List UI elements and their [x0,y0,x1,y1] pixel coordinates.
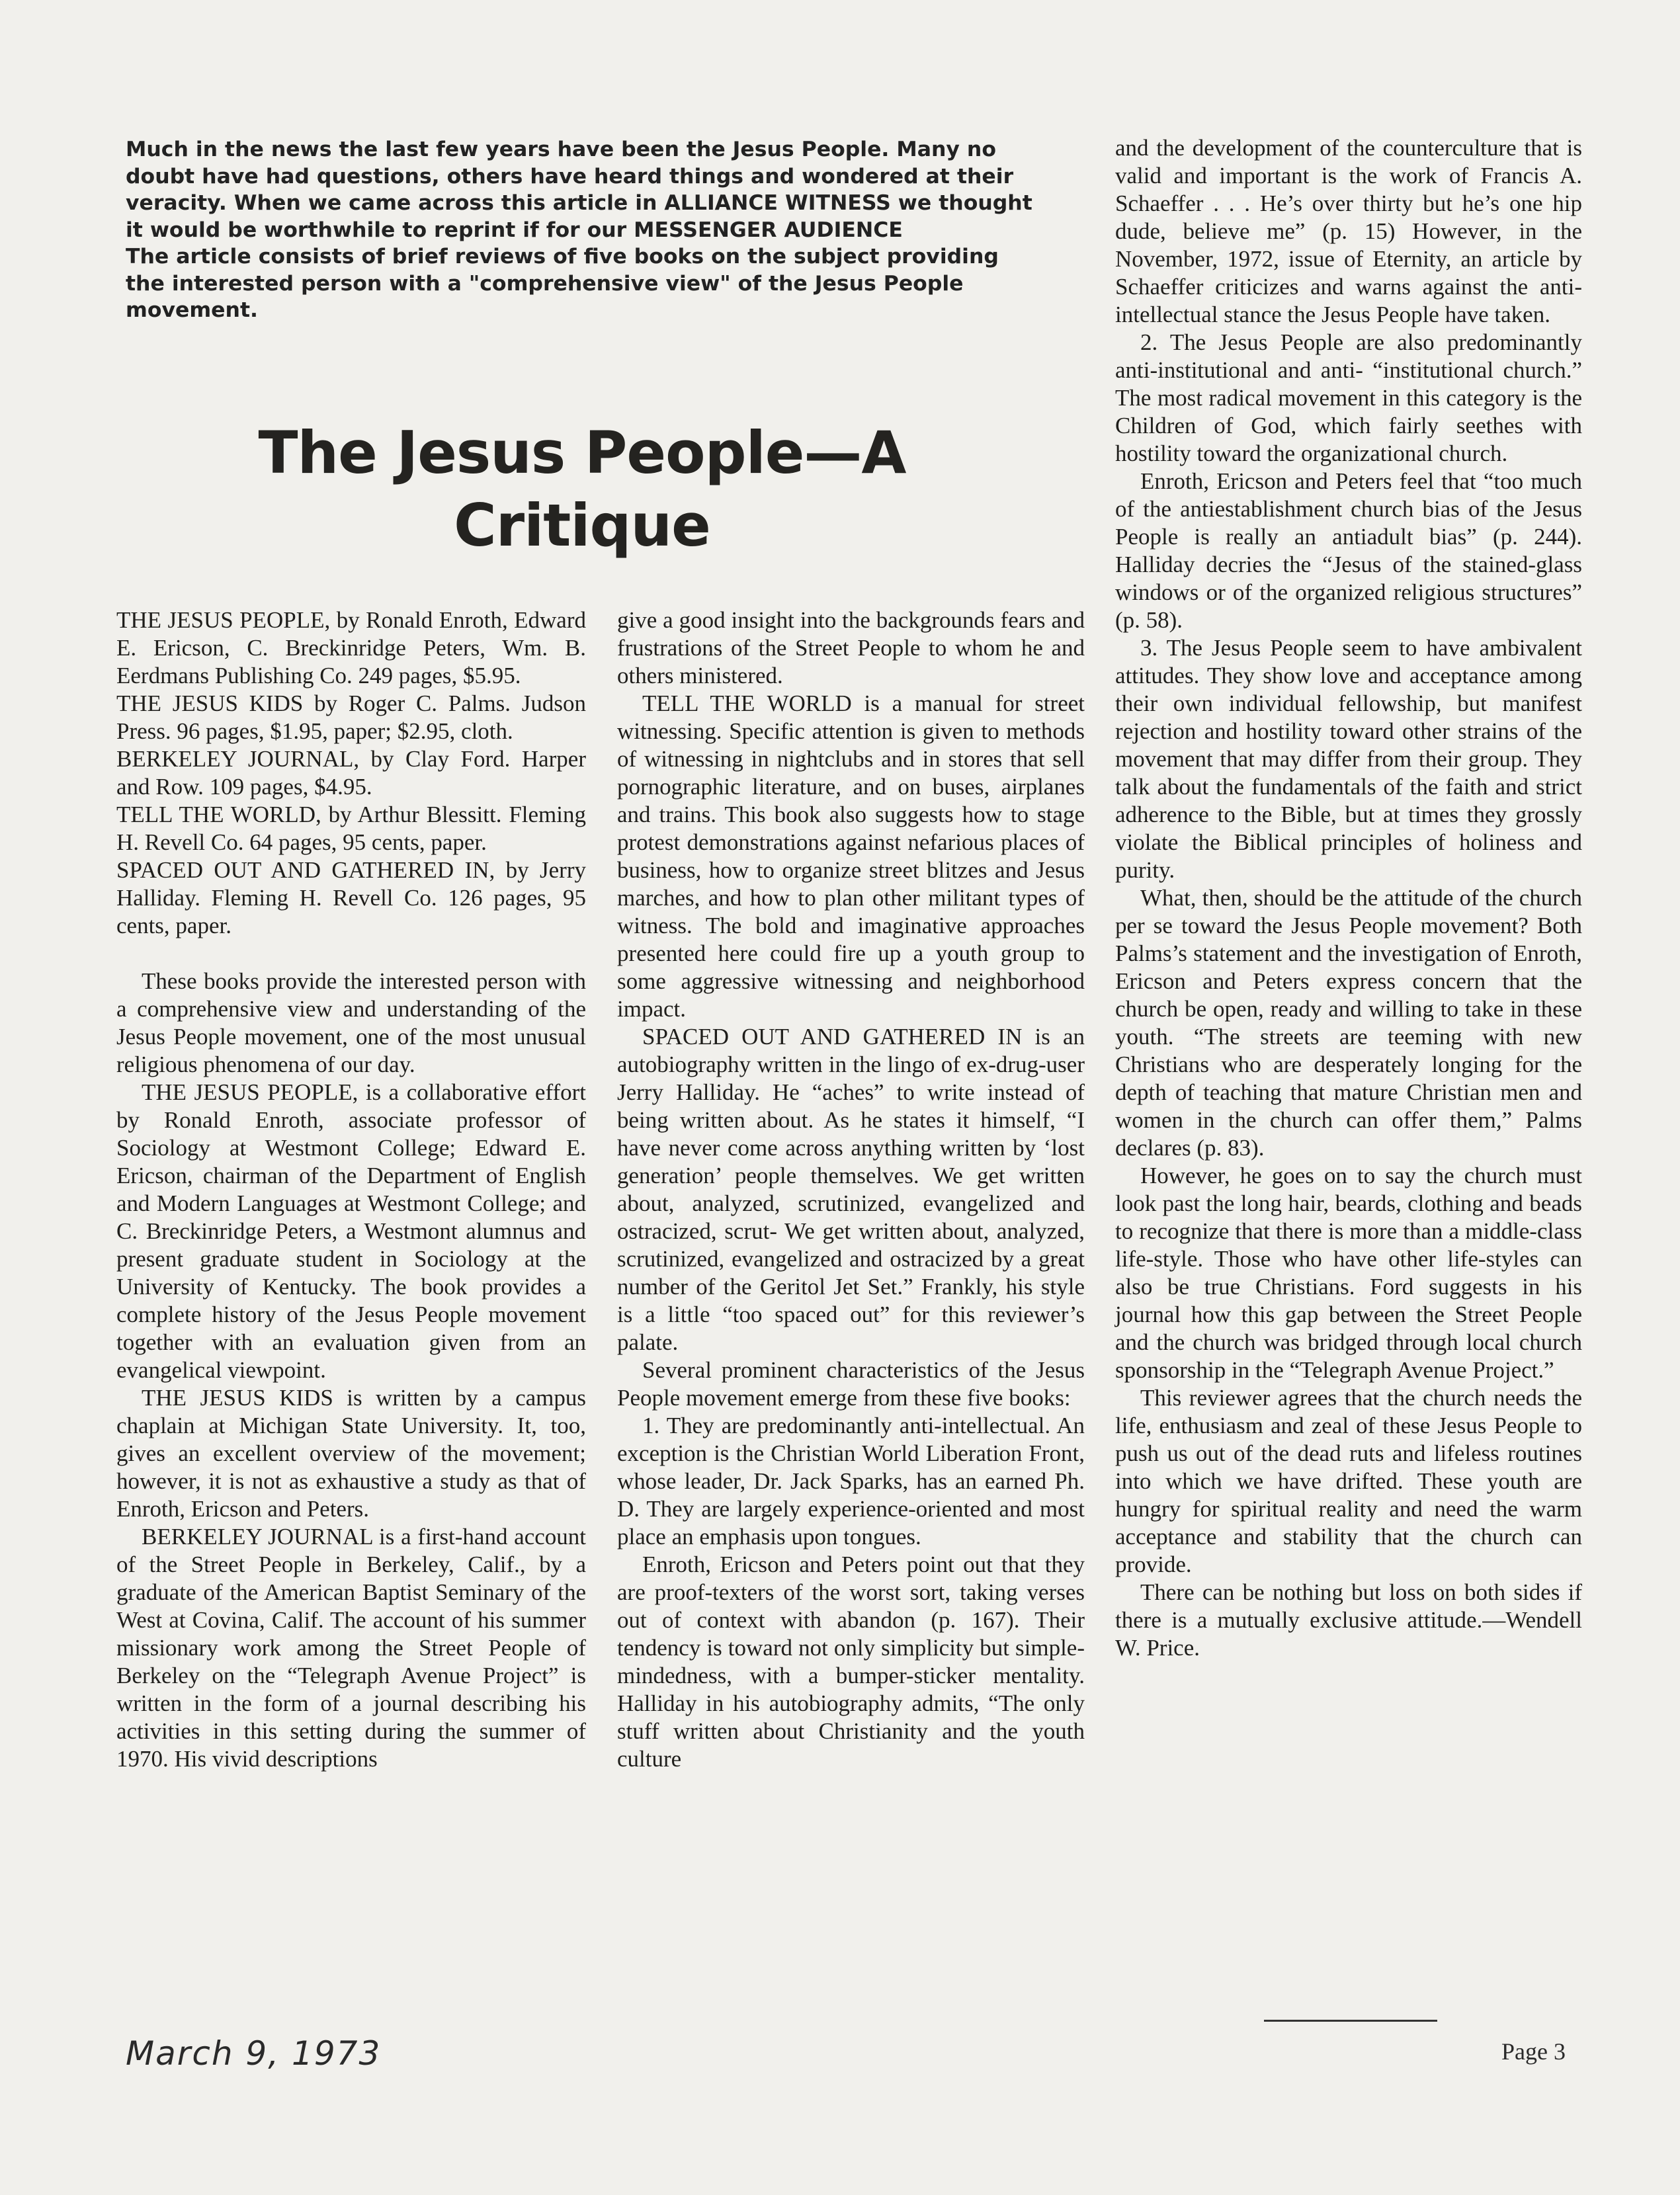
article-column-1 [116,606,586,1773]
characteristic-paragraph: 1. They are predominantly anti-intellectual. An exception is the Christian World Liberation Front, whose leader, Dr. Jack Sparks, has an earned Ph. D. They are largely experience-oriented and most place an emphasis upon tongues. [617,1413,1085,1550]
body-paragraph: Enroth, Ericson and Peters point out that they are proof-texters of the worst sort, taking verses out of context with abandon (p. 167). Their tendency is toward not only simplicity but simple-mindedness, with a bumper-sticker mentality. Halliday in his autobiography admits, “The only stuff written about Christianity and the youth culture [617,1552,1085,1772]
characteristic-paragraph: 3. The Jesus People seem to have ambivalent attitudes. They show love and acceptance among their own individual fellowship, but manifest rejection and hostility toward other strains of the movement that may differ from their group. They talk about the fundamentals of the faith and strict adherence to the Bible, but at times they grossly violate the Biblical principles of holiness and purity. [1115,635,1582,883]
end-divider [1264,2020,1437,2022]
issue-date: March 9, 1973 [126,2034,382,2073]
editor-introduction [126,136,1038,324]
body-paragraph: However, he goes on to say the church must look past the long hair, beards, clothing and beads to recognize that there is more than a middle-class life-style. Those who have other life-styles can also be true Christians. Ford suggests in his journal how this gap between the Street People and the church was bridged through local church sponsorship in the “Telegraph Avenue Project.” [1115,1163,1582,1383]
article-column-2 [617,606,1085,1773]
body-paragraph: These books provide the interested person with a comprehensive view and understanding of the Jesus People movement, one of the most unusual religious phenomena of our day. [116,968,586,1077]
body-paragraph: THE JESUS KIDS is written by a campus chaplain at Michigan State University. It, too, gives an excellent overview of the movement; however, it is not as exhaustive a study as that of Enroth, Ericson and Peters. [116,1385,586,1522]
intro-paragraph: The article consists of brief reviews of five books on the subject providing the interested person with a "comprehensive view" of the Jesus People movement. [126,245,999,322]
body-paragraph: THE JESUS PEOPLE, is a collaborative effort by Ronald Enroth, associate professor of Sociology at Westmont College; Edward E. Ericson, chairman of the Department of English and Modern Languages at Westmont College; and C. Breckinridge Peters, a Westmont alumnus and present graduate student in Sociology at the University of Kentucky. The book provides a complete history of the Jesus People movement together with an evaluation given from an evangelical viewpoint. [116,1079,586,1383]
intro-paragraph: Much in the news the last few years have been the Jesus People. Many no doubt have had questions, others have heard things and wondered at their veracity. When we came across this article in ALLIANCE WITNESS we thought it would be worthwhile to reprint if for our MESSENGER AUDIENCE [126,138,1032,242]
book-listing: THE JESUS PEOPLE, by Ronald Enroth, Edward E. Ericson, C. Breckinridge Peters, Wm. B. Eerdmans Publishing Co. 249 pages, $5.95. [116,607,586,688]
article-column-3 [1115,134,1582,1662]
body-paragraph: Several prominent characteristics of the Jesus People movement emerge from these five books: [617,1357,1085,1411]
book-listing: THE JESUS KIDS by Roger C. Palms. Judson Press. 96 pages, $1.95, paper; $2.95, cloth. [116,690,586,744]
book-listing: BERKELEY JOURNAL, by Clay Ford. Harper and Row. 109 pages, $4.95. [116,746,586,800]
body-paragraph: give a good insight into the backgrounds fears and frustrations of the Street People to whom he and others ministered. [617,607,1085,688]
book-listing: SPACED OUT AND GATHERED IN, by Jerry Halliday. Fleming H. Revell Co. 126 pages, 95 cents, paper. [116,857,586,938]
body-paragraph: Enroth, Ericson and Peters feel that “too much of the antiestablishment church bias of the Jesus People is really an antiadult bias” (p. 244). Halliday decries the “Jesus of the stained-glass windows or of the organized religious structures” (p. 58). [1115,468,1582,633]
body-paragraph: What, then, should be the attitude of the church per se toward the Jesus People movement? Both Palms’s statement and the investigation of Enroth, Ericson and Peters express concern that the church be open, ready and willing to take in these youth. “The streets are teeming with new Christians who are desperately longing for the depth of teaching that mature Christian men and women in the church can offer them,” Palms declares (p. 83). [1115,885,1582,1161]
body-paragraph: TELL THE WORLD is a manual for street witnessing. Specific attention is given to methods of witnessing in nightclubs and in stores that sell pornographic literature, and on buses, airplanes and trains. This book also suggests how to stage protest demonstrations against nefarious places of business, how to organize street blitzes and Jesus marches, and how to plan other militant types of witness. The bold and imaginative approaches presented here could fire up a youth group to some aggressive witnessing and neighborhood impact. [617,690,1085,1022]
page-number: Page 3 [1501,2038,1566,2065]
article-headline: The Jesus People—A Critique [258,419,906,559]
book-listing: TELL THE WORLD, by Arthur Blessitt. Fleming H. Revell Co. 64 pages, 95 cents, paper. [116,802,586,855]
body-paragraph: SPACED OUT AND GATHERED IN is an autobiography written in the lingo of ex-drug-user Jerry Halliday. He “aches” to write instead of being written about. As he states it himself, “I have never come across anything written by ‘lost generation’ people themselves. We get written about, analyzed, scrutinized, evangelized and ostracized, scrut- We get written about, analyzed, scrutinized, evangelized and ostracized by a great number of the Geritol Jet Set.” Frankly, his style is a little “too spaced out” for this reviewer’s palate. [617,1024,1085,1355]
body-paragraph: BERKELEY JOURNAL is a first-hand account of the Street People in Berkeley, Calif., by a graduate of the American Baptist Seminary of the West at Covina, Calif. The account of his summer missionary work among the Street People of Berkeley on the “Telegraph Avenue Project” is written in the form of a journal describing his activities in this setting during the summer of 1970. His vivid descriptions [116,1524,586,1772]
body-paragraph: This reviewer agrees that the church needs the life, enthusiasm and zeal of these Jesus People to push us out of the dead ruts and lifeless routines into which we have drifted. These youth are hungry for spiritual reality and need the warm acceptance and stability that the church can provide. [1115,1385,1582,1577]
characteristic-paragraph: 2. The Jesus People are also predominantly anti-institutional and anti- “institutional church.” The most radical movement in this category is the Children of God, which fairly seethes with hostility toward the organizational church. [1115,329,1582,466]
body-paragraph: and the development of the counterculture that is valid and important is the work of Francis A. Schaeffer . . . He’s over thirty but he’s one hip dude, believe me” (p. 15) However, in the November, 1972, issue of Eternity, an article by Schaeffer criticizes and warns against the anti-intellectual stance the Jesus People have taken. [1115,135,1582,327]
closing-paragraph: There can be nothing but loss on both sides if there is a mutually exclusive attitude.—Wendell W. Price. [1115,1579,1582,1661]
